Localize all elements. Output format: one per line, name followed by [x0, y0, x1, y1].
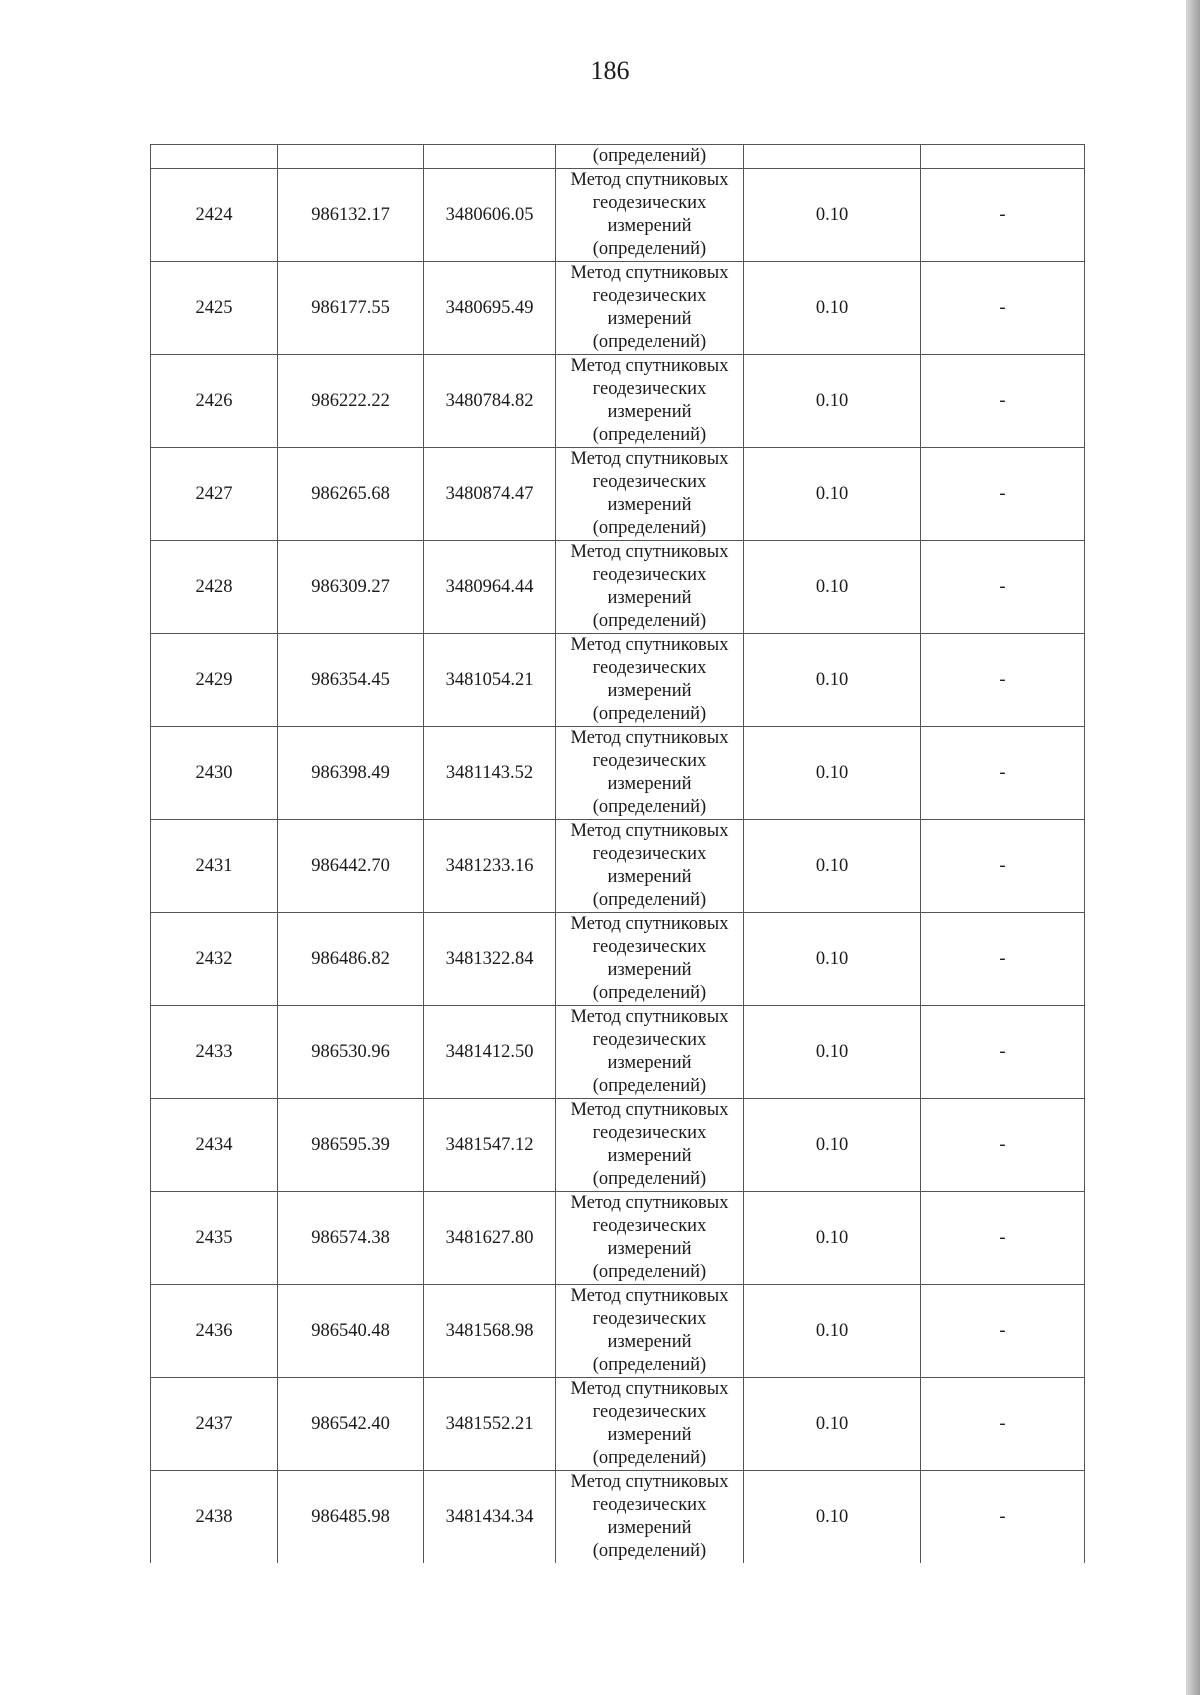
y-cell: 3480695.49 [424, 262, 556, 355]
accuracy-cell: 0.10 [744, 1285, 921, 1378]
method-cell: Метод спутниковых геодезических измерений (определений) [556, 541, 744, 634]
y-cell: 3481568.98 [424, 1285, 556, 1378]
method-cell: Метод спутниковых геодезических измерений (определений) [556, 1006, 744, 1099]
y-cell: 3481143.52 [424, 727, 556, 820]
x-cell: 986442.70 [278, 820, 424, 913]
method-cell: Метод спутниковых геодезических измерений (определений) [556, 634, 744, 727]
point-cell: 2426 [151, 355, 278, 448]
x-cell: 986222.22 [278, 355, 424, 448]
note-cell: - [921, 1285, 1085, 1378]
method-cell: Метод спутниковых геодезических измерений (определений) [556, 1192, 744, 1285]
x-cell: 986486.82 [278, 913, 424, 1006]
table-row [151, 262, 1085, 355]
y-cell: 3481233.16 [424, 820, 556, 913]
note-cell [921, 145, 1085, 169]
method-cell: Метод спутниковых геодезических измерений (определений) [556, 913, 744, 1006]
accuracy-cell [744, 145, 921, 169]
note-cell: - [921, 169, 1085, 262]
accuracy-cell: 0.10 [744, 634, 921, 727]
accuracy-cell: 0.10 [744, 448, 921, 541]
x-cell: 986574.38 [278, 1192, 424, 1285]
accuracy-cell: 0.10 [744, 169, 921, 262]
point-cell: 2424 [151, 169, 278, 262]
method-cell: Метод спутниковых геодезических измерений (определений) [556, 1378, 744, 1471]
table-row [151, 1099, 1085, 1192]
method-cell: Метод спутниковых геодезических измерений (определений) [556, 1471, 744, 1564]
x-cell: 986530.96 [278, 1006, 424, 1099]
table-row [151, 541, 1085, 634]
x-cell: 986265.68 [278, 448, 424, 541]
accuracy-cell: 0.10 [744, 1099, 921, 1192]
table-row [151, 1192, 1085, 1285]
point-cell: 2435 [151, 1192, 278, 1285]
table-row [151, 169, 1085, 262]
y-cell: 3481552.21 [424, 1378, 556, 1471]
note-cell: - [921, 541, 1085, 634]
note-cell: - [921, 634, 1085, 727]
note-cell: - [921, 727, 1085, 820]
note-cell: - [921, 1378, 1085, 1471]
point-cell: 2437 [151, 1378, 278, 1471]
method-cell: Метод спутниковых геодезических измерений (определений) [556, 1099, 744, 1192]
y-cell: 3481627.80 [424, 1192, 556, 1285]
y-cell: 3481547.12 [424, 1099, 556, 1192]
x-cell [278, 145, 424, 169]
note-cell: - [921, 355, 1085, 448]
accuracy-cell: 0.10 [744, 355, 921, 448]
table-row [151, 1006, 1085, 1099]
method-cell: Метод спутниковых геодезических измерений (определений) [556, 262, 744, 355]
note-cell: - [921, 820, 1085, 913]
point-cell: 2434 [151, 1099, 278, 1192]
note-cell: - [921, 448, 1085, 541]
note-cell: - [921, 1471, 1085, 1564]
continuation-row [151, 145, 1085, 169]
point-cell: 2431 [151, 820, 278, 913]
point-cell [151, 145, 278, 169]
point-cell: 2436 [151, 1285, 278, 1378]
table-row [151, 727, 1085, 820]
coordinates-table-container [150, 144, 1085, 1563]
accuracy-cell: 0.10 [744, 262, 921, 355]
x-cell: 986540.48 [278, 1285, 424, 1378]
y-cell: 3481434.34 [424, 1471, 556, 1564]
scan-edge-shadow [1186, 0, 1200, 1695]
page-number: 186 [590, 56, 630, 85]
x-cell: 986398.49 [278, 727, 424, 820]
x-cell: 986132.17 [278, 169, 424, 262]
x-cell: 986542.40 [278, 1378, 424, 1471]
note-cell: - [921, 1192, 1085, 1285]
point-cell: 2433 [151, 1006, 278, 1099]
accuracy-cell: 0.10 [744, 820, 921, 913]
table-row [151, 1471, 1085, 1564]
method-cell: Метод спутниковых геодезических измерений (определений) [556, 1285, 744, 1378]
point-cell: 2430 [151, 727, 278, 820]
y-cell: 3480964.44 [424, 541, 556, 634]
accuracy-cell: 0.10 [744, 913, 921, 1006]
table-row [151, 1378, 1085, 1471]
table-row [151, 448, 1085, 541]
y-cell: 3481412.50 [424, 1006, 556, 1099]
x-cell: 986485.98 [278, 1471, 424, 1564]
x-cell: 986309.27 [278, 541, 424, 634]
note-cell: - [921, 913, 1085, 1006]
y-cell: 3480784.82 [424, 355, 556, 448]
table-row [151, 1285, 1085, 1378]
accuracy-cell: 0.10 [744, 1006, 921, 1099]
method-cell: Метод спутниковых геодезических измерений (определений) [556, 820, 744, 913]
accuracy-cell: 0.10 [744, 541, 921, 634]
point-cell: 2427 [151, 448, 278, 541]
y-cell: 3481054.21 [424, 634, 556, 727]
table-row [151, 913, 1085, 1006]
point-cell: 2425 [151, 262, 278, 355]
accuracy-cell: 0.10 [744, 1471, 921, 1564]
method-cell: Метод спутниковых геодезических измерений (определений) [556, 355, 744, 448]
point-cell: 2429 [151, 634, 278, 727]
x-cell: 986177.55 [278, 262, 424, 355]
accuracy-cell: 0.10 [744, 1192, 921, 1285]
x-cell: 986354.45 [278, 634, 424, 727]
accuracy-cell: 0.10 [744, 1378, 921, 1471]
y-cell: 3480606.05 [424, 169, 556, 262]
coordinates-table [150, 144, 1085, 1563]
note-cell: - [921, 1006, 1085, 1099]
y-cell: 3481322.84 [424, 913, 556, 1006]
point-cell: 2438 [151, 1471, 278, 1564]
point-cell: 2432 [151, 913, 278, 1006]
method-cell: Метод спутниковых геодезических измерений (определений) [556, 727, 744, 820]
method-cell: Метод спутниковых геодезических измерений (определений) [556, 448, 744, 541]
table-row [151, 634, 1085, 727]
accuracy-cell: 0.10 [744, 727, 921, 820]
table-row [151, 820, 1085, 913]
point-cell: 2428 [151, 541, 278, 634]
y-cell: 3480874.47 [424, 448, 556, 541]
method-cell: (определений) [556, 145, 744, 169]
y-cell [424, 145, 556, 169]
method-cell: Метод спутниковых геодезических измерений (определений) [556, 169, 744, 262]
table-row [151, 355, 1085, 448]
x-cell: 986595.39 [278, 1099, 424, 1192]
note-cell: - [921, 1099, 1085, 1192]
note-cell: - [921, 262, 1085, 355]
